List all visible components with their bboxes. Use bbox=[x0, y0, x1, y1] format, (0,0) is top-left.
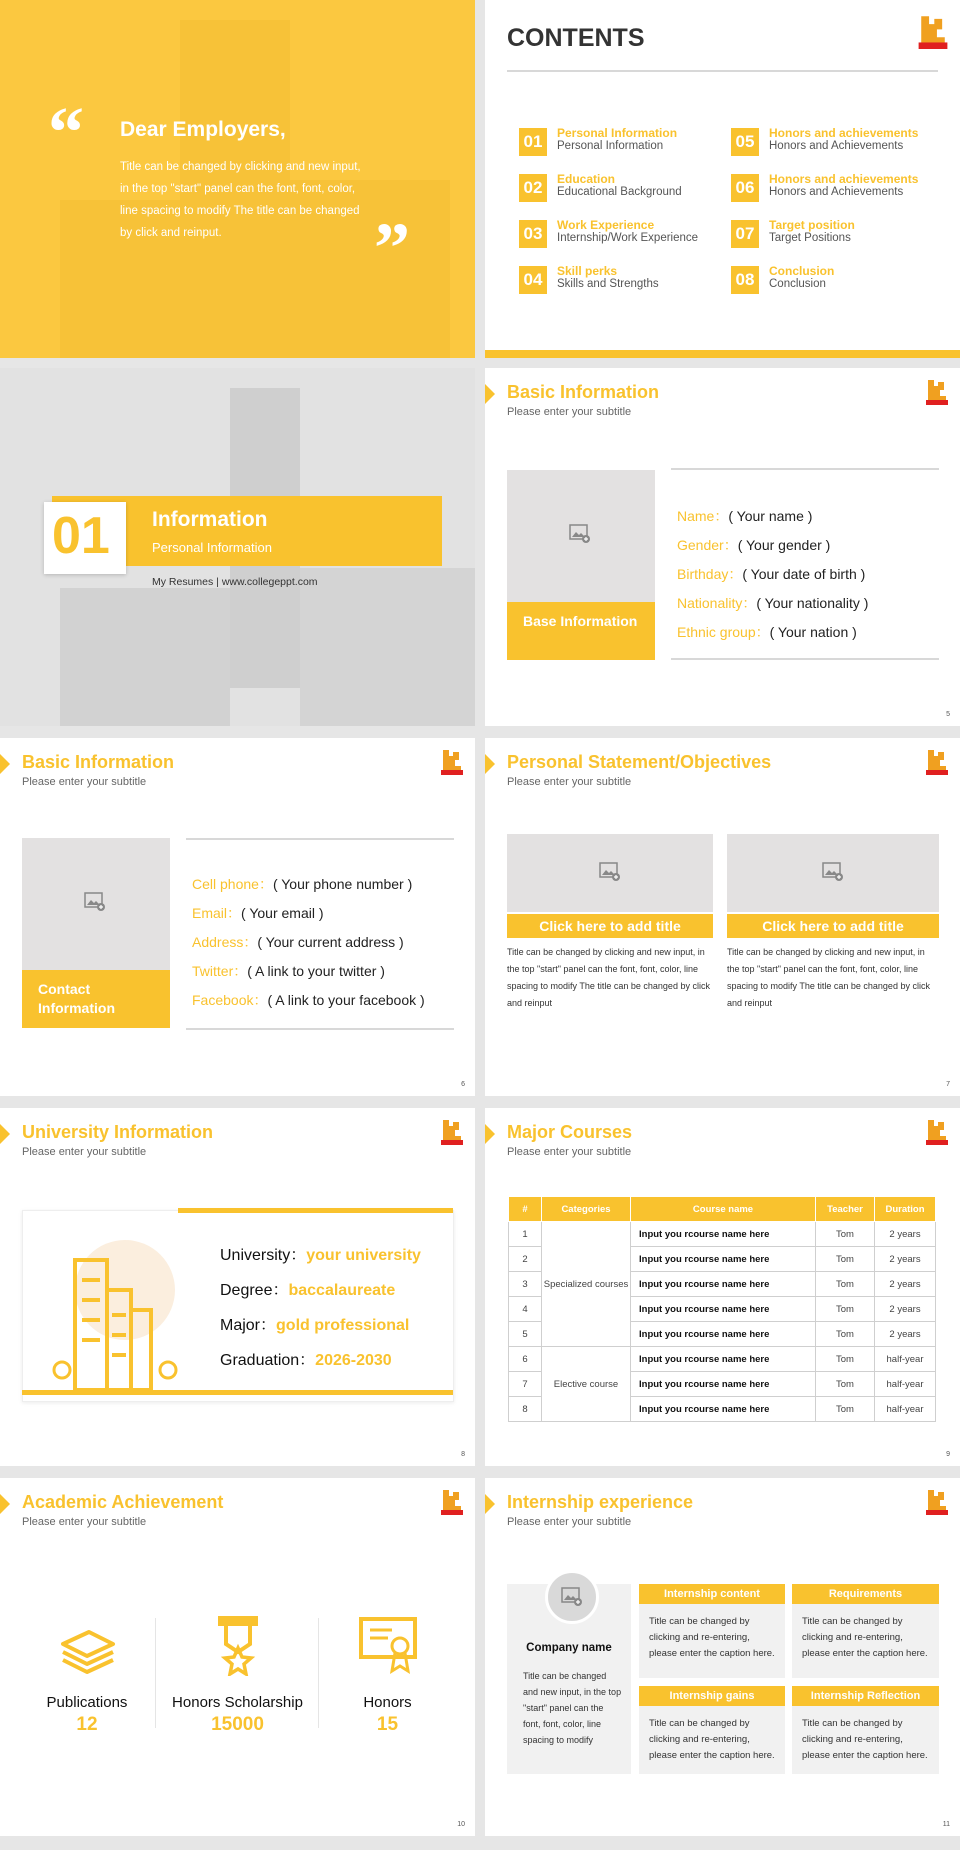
books-icon bbox=[57, 1620, 117, 1676]
table-row: 6 Elective course Input you rcourse name here Tom half-year bbox=[509, 1347, 936, 1372]
school-logo-icon bbox=[439, 748, 465, 776]
fields-top-divider bbox=[671, 468, 939, 470]
slide-subtitle: Please enter your subtitle bbox=[22, 776, 147, 788]
info-field-list bbox=[677, 506, 868, 651]
photo-placeholder[interactable] bbox=[507, 470, 655, 660]
contact-field: Cell phone：( Your phone number ) bbox=[192, 876, 413, 892]
section-title: Information bbox=[152, 508, 268, 531]
title-divider bbox=[507, 70, 938, 72]
building-illustration-icon bbox=[40, 1220, 190, 1390]
photo-label: Base Information bbox=[507, 602, 655, 660]
slide-subtitle: Please enter your subtitle bbox=[22, 1516, 147, 1528]
title-arrow-icon bbox=[485, 1124, 495, 1144]
category-cell: Elective course bbox=[542, 1347, 631, 1422]
internship-card-body: Title can be changed by clicking and re-entering, please enter the caption here. bbox=[792, 1604, 939, 1678]
toc-item[interactable] bbox=[519, 264, 719, 304]
slide-basic-info-6 bbox=[0, 738, 475, 1096]
quote-close-icon: ” bbox=[374, 208, 410, 288]
fields-bottom-divider bbox=[671, 658, 939, 660]
school-logo-icon bbox=[916, 12, 950, 52]
toc-title: Personal Information bbox=[557, 126, 678, 140]
company-name: Company name bbox=[526, 1642, 612, 1654]
toc-item[interactable] bbox=[731, 126, 941, 166]
internship-card-title[interactable]: Internship Reflection bbox=[792, 1686, 939, 1706]
card-top-accent bbox=[178, 1208, 453, 1213]
company-description: Title can be changed and new input, in the top "start" panel can the font, font, color, line spacing to modify bbox=[523, 1671, 622, 1745]
title-arrow-icon bbox=[485, 384, 495, 404]
slide-major-courses bbox=[485, 1108, 960, 1466]
slide-subtitle: Please enter your subtitle bbox=[507, 1516, 632, 1528]
achievement-value: 12 bbox=[76, 1714, 98, 1735]
contact-field-list bbox=[192, 874, 425, 1019]
photo-placeholder[interactable] bbox=[22, 838, 170, 1028]
toc-subtitle: Honors and Achievements bbox=[769, 186, 904, 198]
certificate-icon bbox=[358, 1616, 418, 1676]
slide-personal-statement bbox=[485, 738, 960, 1096]
section-number: 01 bbox=[52, 507, 110, 565]
slide-section-01 bbox=[0, 368, 475, 726]
contents-title: CONTENTS bbox=[507, 24, 645, 52]
table-row: 4 Input you rcourse name here Tom 2 years bbox=[509, 1297, 936, 1322]
toc-title: Target position bbox=[769, 218, 855, 232]
school-logo-icon bbox=[924, 1118, 950, 1146]
card-bottom-accent bbox=[22, 1390, 453, 1395]
photo-label: Contact Information bbox=[22, 970, 170, 1028]
title-arrow-icon bbox=[485, 754, 495, 774]
internship-card-title[interactable]: Internship gains bbox=[639, 1686, 785, 1706]
school-logo-icon bbox=[439, 1488, 465, 1516]
toc-number: 06 bbox=[731, 174, 759, 202]
slide-title: Academic Achievement bbox=[22, 1492, 224, 1512]
column-divider bbox=[155, 1618, 156, 1728]
table-row: 3 Input you rcourse name here Tom 2 years bbox=[509, 1272, 936, 1297]
toc-subtitle: Honors and Achievements bbox=[769, 140, 904, 152]
toc-title: Skill perks bbox=[557, 264, 618, 278]
school-logo-icon bbox=[924, 1488, 950, 1516]
statement-card-title[interactable]: Click here to add title bbox=[727, 914, 939, 938]
toc-number: 07 bbox=[731, 220, 759, 248]
slide-subtitle: Please enter your subtitle bbox=[22, 1146, 147, 1158]
quote-open-icon: “ bbox=[48, 92, 84, 172]
contact-field: Address：( Your current address ) bbox=[192, 934, 404, 950]
letter-body: Title can be changed by clicking and new input, in the top "start" panel can the font, font, color, line spacing to modify The title can be changed by click and reinput. bbox=[120, 161, 361, 239]
slide-subtitle: Please enter your subtitle bbox=[507, 1146, 632, 1158]
statement-image-2[interactable] bbox=[727, 834, 939, 912]
image-placeholder-icon bbox=[561, 1587, 583, 1607]
slide-academic-achievement bbox=[0, 1478, 475, 1836]
school-logo-icon bbox=[439, 1118, 465, 1146]
slide-subtitle: Please enter your subtitle bbox=[507, 776, 632, 788]
page-number: 8 bbox=[461, 1451, 465, 1458]
toc-subtitle: Educational Background bbox=[557, 186, 682, 198]
image-placeholder-icon bbox=[569, 524, 591, 544]
school-logo-icon bbox=[924, 748, 950, 776]
toc-number: 08 bbox=[731, 266, 759, 294]
slide-title: Major Courses bbox=[507, 1122, 633, 1142]
image-placeholder-icon bbox=[84, 892, 106, 912]
toc-title: Conclusion bbox=[769, 264, 835, 278]
toc-title: Work Experience bbox=[557, 218, 655, 232]
courses-table bbox=[508, 1196, 936, 1422]
internship-card-title[interactable]: Requirements bbox=[792, 1584, 939, 1604]
page-number: 11 bbox=[942, 1821, 950, 1828]
table-row: 1 Specialized courses Input you rcourse name here Tom 2 years bbox=[509, 1222, 936, 1247]
university-field: Degree：baccalaureate bbox=[220, 1282, 396, 1299]
achievement-value: 15000 bbox=[211, 1714, 264, 1735]
toc-title: Honors and achievements bbox=[769, 126, 919, 140]
page-number: 10 bbox=[457, 1821, 465, 1828]
category-cell: Specialized courses bbox=[542, 1222, 631, 1347]
slide-contents bbox=[485, 0, 960, 358]
fields-top-divider bbox=[186, 838, 454, 840]
info-field: Ethnic group：( Your nation ) bbox=[677, 624, 857, 640]
school-logo-icon bbox=[924, 378, 950, 406]
toc-item[interactable] bbox=[519, 172, 719, 212]
toc-subtitle: Internship/Work Experience bbox=[557, 232, 699, 244]
internship-card-body: Title can be changed by clicking and re-entering, please enter the caption here. bbox=[639, 1604, 785, 1678]
image-placeholder-icon bbox=[599, 862, 621, 882]
university-field-list bbox=[220, 1242, 421, 1382]
statement-card-body: Title can be changed by clicking and new input, in the top "start" panel can the font, font, color, line spacing to modify The title can be changed by click and reinput bbox=[727, 947, 930, 1008]
toc-subtitle: Personal Information bbox=[557, 140, 664, 152]
internship-card-body: Title can be changed by clicking and re-entering, please enter the caption here. bbox=[639, 1706, 785, 1774]
achievement-label: Honors Scholarship bbox=[172, 1694, 303, 1711]
toc-title: Education bbox=[557, 172, 616, 186]
title-arrow-icon bbox=[0, 1124, 10, 1144]
slide-dear-employers bbox=[0, 0, 475, 358]
university-field: Graduation：2026-2030 bbox=[220, 1352, 392, 1369]
slide-university-info bbox=[0, 1108, 475, 1466]
toc-item[interactable] bbox=[731, 172, 941, 212]
title-arrow-icon bbox=[485, 1494, 495, 1514]
slide-title: Basic Information bbox=[507, 382, 660, 402]
toc-item[interactable] bbox=[731, 264, 941, 304]
column-header: Course name bbox=[631, 1197, 816, 1222]
toc-item[interactable] bbox=[731, 218, 941, 258]
image-placeholder-icon bbox=[822, 862, 844, 882]
column-header: # bbox=[509, 1197, 542, 1222]
title-arrow-icon bbox=[0, 1494, 10, 1514]
achievement-label: Honors bbox=[363, 1694, 412, 1711]
slide-title: University Information bbox=[22, 1122, 214, 1142]
statement-card-title[interactable]: Click here to add title bbox=[507, 914, 713, 938]
letter-heading: Dear Employers, bbox=[120, 118, 286, 141]
university-field: University：your university bbox=[220, 1247, 421, 1264]
internship-card-body: Title can be changed by clicking and re-entering, please enter the caption here. bbox=[792, 1706, 939, 1774]
column-divider bbox=[318, 1618, 319, 1728]
info-field: Name：( Your name ) bbox=[677, 508, 813, 524]
table-row: 2 Input you rcourse name here Tom 2 years bbox=[509, 1247, 936, 1272]
section-footer-text: My Resumes | www.collegeppt.com bbox=[152, 576, 318, 588]
toc-number: 04 bbox=[519, 266, 547, 294]
slide-subtitle: Please enter your subtitle bbox=[507, 406, 632, 418]
slide-title: Internship experience bbox=[507, 1492, 694, 1512]
university-field: Major：gold professional bbox=[220, 1317, 410, 1334]
page-number: 5 bbox=[946, 711, 950, 718]
contact-field: Email：( Your email ) bbox=[192, 905, 324, 921]
medal-icon bbox=[214, 1614, 262, 1676]
column-header: Duration bbox=[875, 1197, 936, 1222]
toc-subtitle: Conclusion bbox=[769, 278, 826, 290]
info-field: Birthday：( Your date of birth ) bbox=[677, 566, 866, 582]
internship-card-title[interactable]: Internship content bbox=[639, 1584, 785, 1604]
toc-title: Honors and achievements bbox=[769, 172, 919, 186]
toc-item[interactable] bbox=[519, 126, 719, 166]
table-row: 7 Input you rcourse name here Tom half-year bbox=[509, 1372, 936, 1397]
page-number: 9 bbox=[946, 1451, 950, 1458]
slide-title: Personal Statement/Objectives bbox=[507, 752, 772, 772]
title-arrow-icon bbox=[0, 754, 10, 774]
column-header: Categories bbox=[542, 1197, 631, 1222]
company-logo-placeholder[interactable] bbox=[545, 1570, 599, 1624]
slide-internship bbox=[485, 1478, 960, 1836]
toc-subtitle: Skills and Strengths bbox=[557, 278, 659, 290]
table-row: 5 Input you rcourse name here Tom 2 years bbox=[509, 1322, 936, 1347]
contact-field: Facebook：( A link to your facebook ) bbox=[192, 992, 425, 1008]
page-number: 7 bbox=[946, 1081, 950, 1088]
statement-card-body: Title can be changed by clicking and new input, in the top "start" panel can the font, font, color, line spacing to modify The title can be changed by click and reinput bbox=[507, 947, 710, 1008]
fields-bottom-divider bbox=[186, 1028, 454, 1030]
bottom-accent-bar bbox=[485, 350, 960, 358]
info-field: Nationality：( Your nationality ) bbox=[677, 595, 869, 611]
achievement-label: Publications bbox=[46, 1694, 128, 1711]
toc-number: 03 bbox=[519, 220, 547, 248]
toc-number: 01 bbox=[519, 128, 547, 156]
statement-image-1[interactable] bbox=[507, 834, 713, 912]
toc-number: 02 bbox=[519, 174, 547, 202]
table-row: 8 Input you rcourse name here Tom half-year bbox=[509, 1397, 936, 1422]
table-header-row bbox=[509, 1197, 936, 1222]
toc-number: 05 bbox=[731, 128, 759, 156]
column-header: Teacher bbox=[816, 1197, 875, 1222]
toc-subtitle: Target Positions bbox=[769, 232, 851, 244]
slide-basic-info-5 bbox=[485, 368, 960, 726]
achievement-value: 15 bbox=[376, 1714, 399, 1735]
contact-field: Twitter：( A link to your twitter ) bbox=[192, 963, 385, 979]
page-number: 6 bbox=[461, 1081, 465, 1088]
info-field: Gender：( Your gender ) bbox=[677, 537, 831, 553]
section-subtitle: Personal Information bbox=[152, 540, 272, 555]
toc-item[interactable] bbox=[519, 218, 719, 258]
slide-title: Basic Information bbox=[22, 752, 175, 772]
